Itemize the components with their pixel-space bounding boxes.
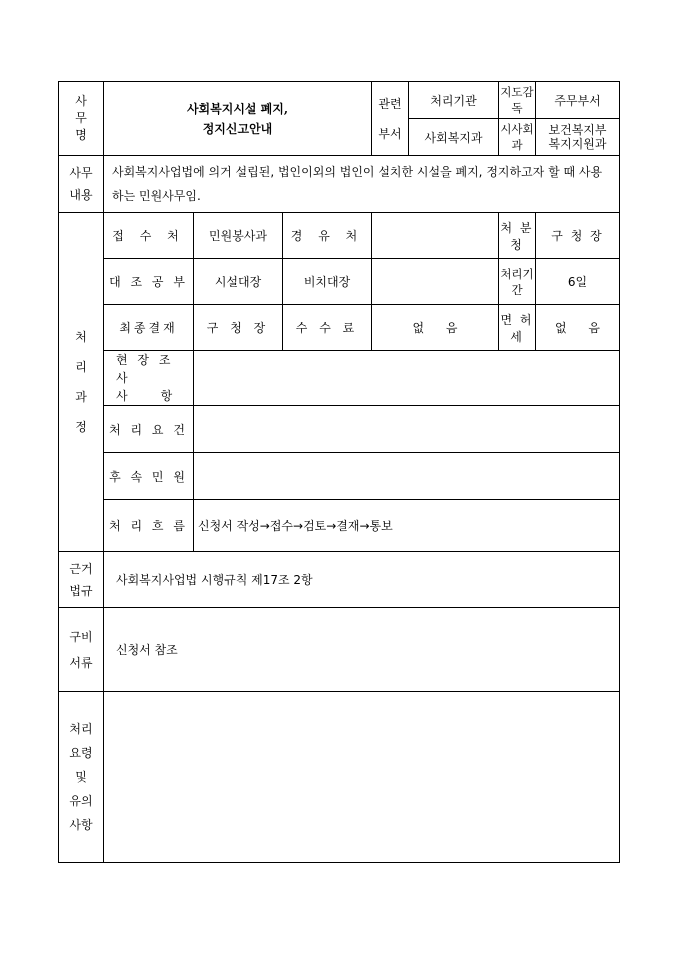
license-label: 면 허 세 bbox=[499, 305, 536, 351]
content-label: 사무 내용 bbox=[59, 156, 104, 213]
requirement-label: 처 리 요 건 bbox=[104, 406, 194, 453]
flow-label: 처 리 흐 름 bbox=[104, 500, 194, 552]
docs-label: 구비 서류 bbox=[59, 608, 104, 692]
dispose-label: 처 분 청 bbox=[499, 213, 536, 259]
fee-label: 수 수 료 bbox=[283, 305, 372, 351]
form-title bbox=[104, 82, 372, 156]
ledger-value-1: 시설대장 bbox=[194, 259, 283, 305]
law-text: 사회복지사업법 시행규칙 제17조 2항 bbox=[104, 552, 620, 608]
dept-label: 부서 bbox=[378, 126, 402, 141]
inspection-label: 현 장 조 사 사 항 bbox=[104, 351, 194, 406]
col-processing-agency: 처리기관 bbox=[409, 82, 499, 119]
docs-text: 신청서 참조 bbox=[104, 608, 620, 692]
value-supervision: 시사회과 bbox=[499, 119, 536, 156]
license-value: 없 음 bbox=[536, 305, 620, 351]
followup-value bbox=[194, 453, 620, 500]
col-main-dept: 주무부서 bbox=[536, 82, 620, 119]
notes-label: 처리 요령 및 유의 사항 bbox=[59, 692, 104, 863]
related-label: 관련 bbox=[378, 96, 402, 111]
fee-value: 없 음 bbox=[372, 305, 499, 351]
flow-value: 신청서 작성→접수→검토→결재→통보 bbox=[194, 500, 620, 552]
value-processing-agency: 사회복지과 bbox=[409, 119, 499, 156]
requirement-value bbox=[194, 406, 620, 453]
ledger-empty bbox=[372, 259, 499, 305]
ledger-value-2: 비치대장 bbox=[283, 259, 372, 305]
inspection-value bbox=[194, 351, 620, 406]
receive-label: 접 수 처 bbox=[104, 213, 194, 259]
title-line-1: 사회복지시설 폐지, bbox=[186, 101, 289, 116]
col-supervision: 지도감독 bbox=[499, 82, 536, 119]
via-value bbox=[372, 213, 499, 259]
related-dept-label bbox=[372, 82, 409, 156]
period-value: 6일 bbox=[536, 259, 620, 305]
dispose-value: 구 청 장 bbox=[536, 213, 620, 259]
final-approval-value: 구 청 장 bbox=[194, 305, 283, 351]
value-main-dept: 보건복지부 복지지원과 bbox=[536, 119, 620, 156]
period-label: 처리기간 bbox=[499, 259, 536, 305]
notes-text bbox=[104, 692, 620, 863]
law-label: 근거 법규 bbox=[59, 552, 104, 608]
title-line-2: 정지신고안내 bbox=[202, 121, 273, 136]
civil-affairs-form-main bbox=[58, 81, 620, 863]
affair-name-label: 사 무 명 bbox=[59, 82, 104, 156]
receive-value: 민원봉사과 bbox=[194, 213, 283, 259]
ledger-label: 대 조 공 부 bbox=[104, 259, 194, 305]
followup-label: 후 속 민 원 bbox=[104, 453, 194, 500]
final-approval-label: 최종결재 bbox=[104, 305, 194, 351]
process-label: 처 리 과 정 bbox=[59, 213, 104, 552]
content-text: 사회복지사업법에 의거 설립된, 법인이외의 법인이 설치한 시설을 폐지, 정지하고자 할 때 사용하는 민원사무임. bbox=[104, 156, 620, 213]
via-label: 경 유 처 bbox=[283, 213, 372, 259]
